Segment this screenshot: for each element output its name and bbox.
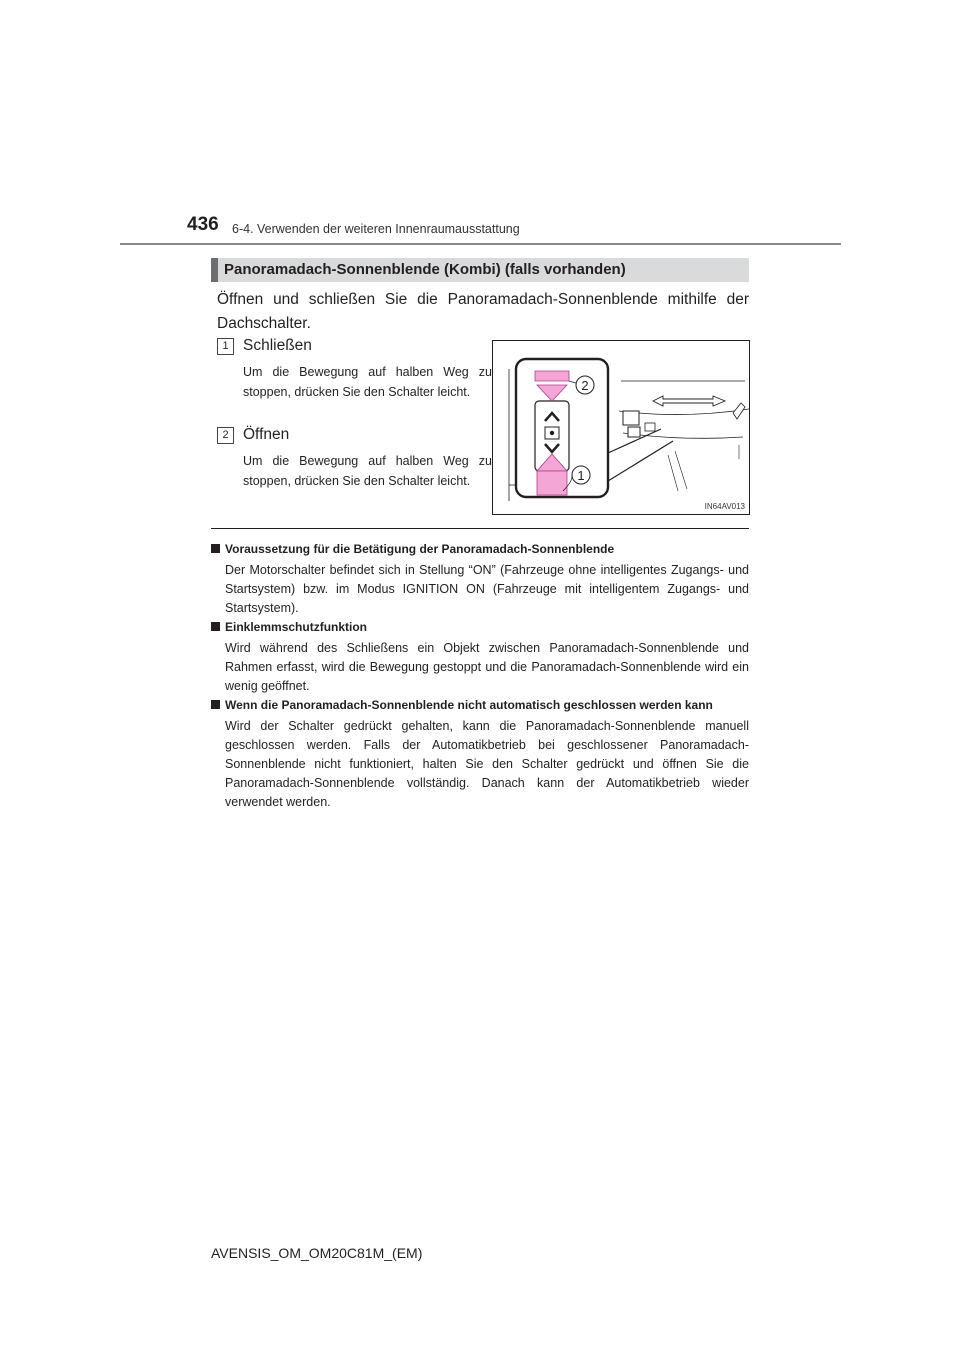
section-title: Panoramadach-Sonnenblende (Kombi) (falls vorhanden) [224,261,626,278]
intro-text: Öffnen und schließen Sie die Panoramadach-Sonnenblende mithilfe der Dachschalter. [217,291,749,332]
note-requirement [211,540,749,618]
note-3-body: Wird der Schalter gedrückt gehalten, kann die Panoramadach-Sonnenblende manuell geschlossen werden. Falls der Automatikbetrieb bei geschlossener Panoramadach-Sonnenblende nicht funktioniert, halten Sie den Schalter gedrückt und öffnen Sie die Panoramadach-Sonnenblende vollständig. Danach kann der Automatikbetrieb wieder verwendet werden. [225,719,749,809]
note-pinch-protection [211,618,749,696]
square-bullet-icon [211,700,220,709]
square-bullet-icon [211,622,220,631]
section-divider [211,528,749,529]
note-1-body: Der Motorschalter befindet sich in Stellung “ON” (Fahrzeuge ohne intelligentes Zugangs- und Startsystem) bzw. im Modus IGNITION ON (Fahrzeuge mit intelligentem Zugangs- und Startsystem). [225,563,749,615]
square-bullet-icon [211,544,220,553]
note-3-heading [211,696,749,714]
step-2-number: 2 [217,427,234,444]
roof-switch-drawing [493,341,749,514]
callout-2-label: 2 [581,378,589,393]
callout-1-label: 1 [577,468,585,483]
step-1-title: Schließen [243,337,312,354]
figure-code: IN64AV013 [704,502,745,511]
section-accent [211,258,218,282]
header-divider [120,243,841,245]
roof-switch-illustration [492,340,750,515]
step-1-description: Um die Bewegung auf halben Weg zu stoppen, drücken Sie den Schalter leicht. [243,365,492,399]
note-2-body: Wird während des Schließens ein Objekt zwischen Panoramadach-Sonnenblende und Rahmen erfasst, wird die Bewegung gestoppt und die Panoramadach-Sonnenblende wird ein wenig geöffnet. [225,641,749,693]
step-1-number: 1 [217,338,234,355]
note-2-heading-text: Einklemmschutzfunktion [225,620,368,634]
section-heading [211,258,749,282]
page-number: 436 [187,214,219,235]
document-code-footer: AVENSIS_OM_OM20C81M_(EM) [211,1245,423,1261]
note-1-heading-text: Voraussetzung für die Betätigung der Panoramadach-Sonnenblende [225,542,615,556]
note-1-heading [211,540,749,558]
note-3-heading-text: Wenn die Panoramadach-Sonnenblende nicht automatisch geschlossen werden kann [225,698,713,712]
note-2-heading [211,618,749,636]
step-2-title: Öffnen [243,426,290,443]
note-manual-close [211,696,749,812]
chapter-title: 6-4. Verwenden der weiteren Innenraumausstattung [232,222,520,236]
step-2-description: Um die Bewegung auf halben Weg zu stoppen, drücken Sie den Schalter leicht. [243,454,492,488]
slide-direction-arrow [653,396,725,406]
